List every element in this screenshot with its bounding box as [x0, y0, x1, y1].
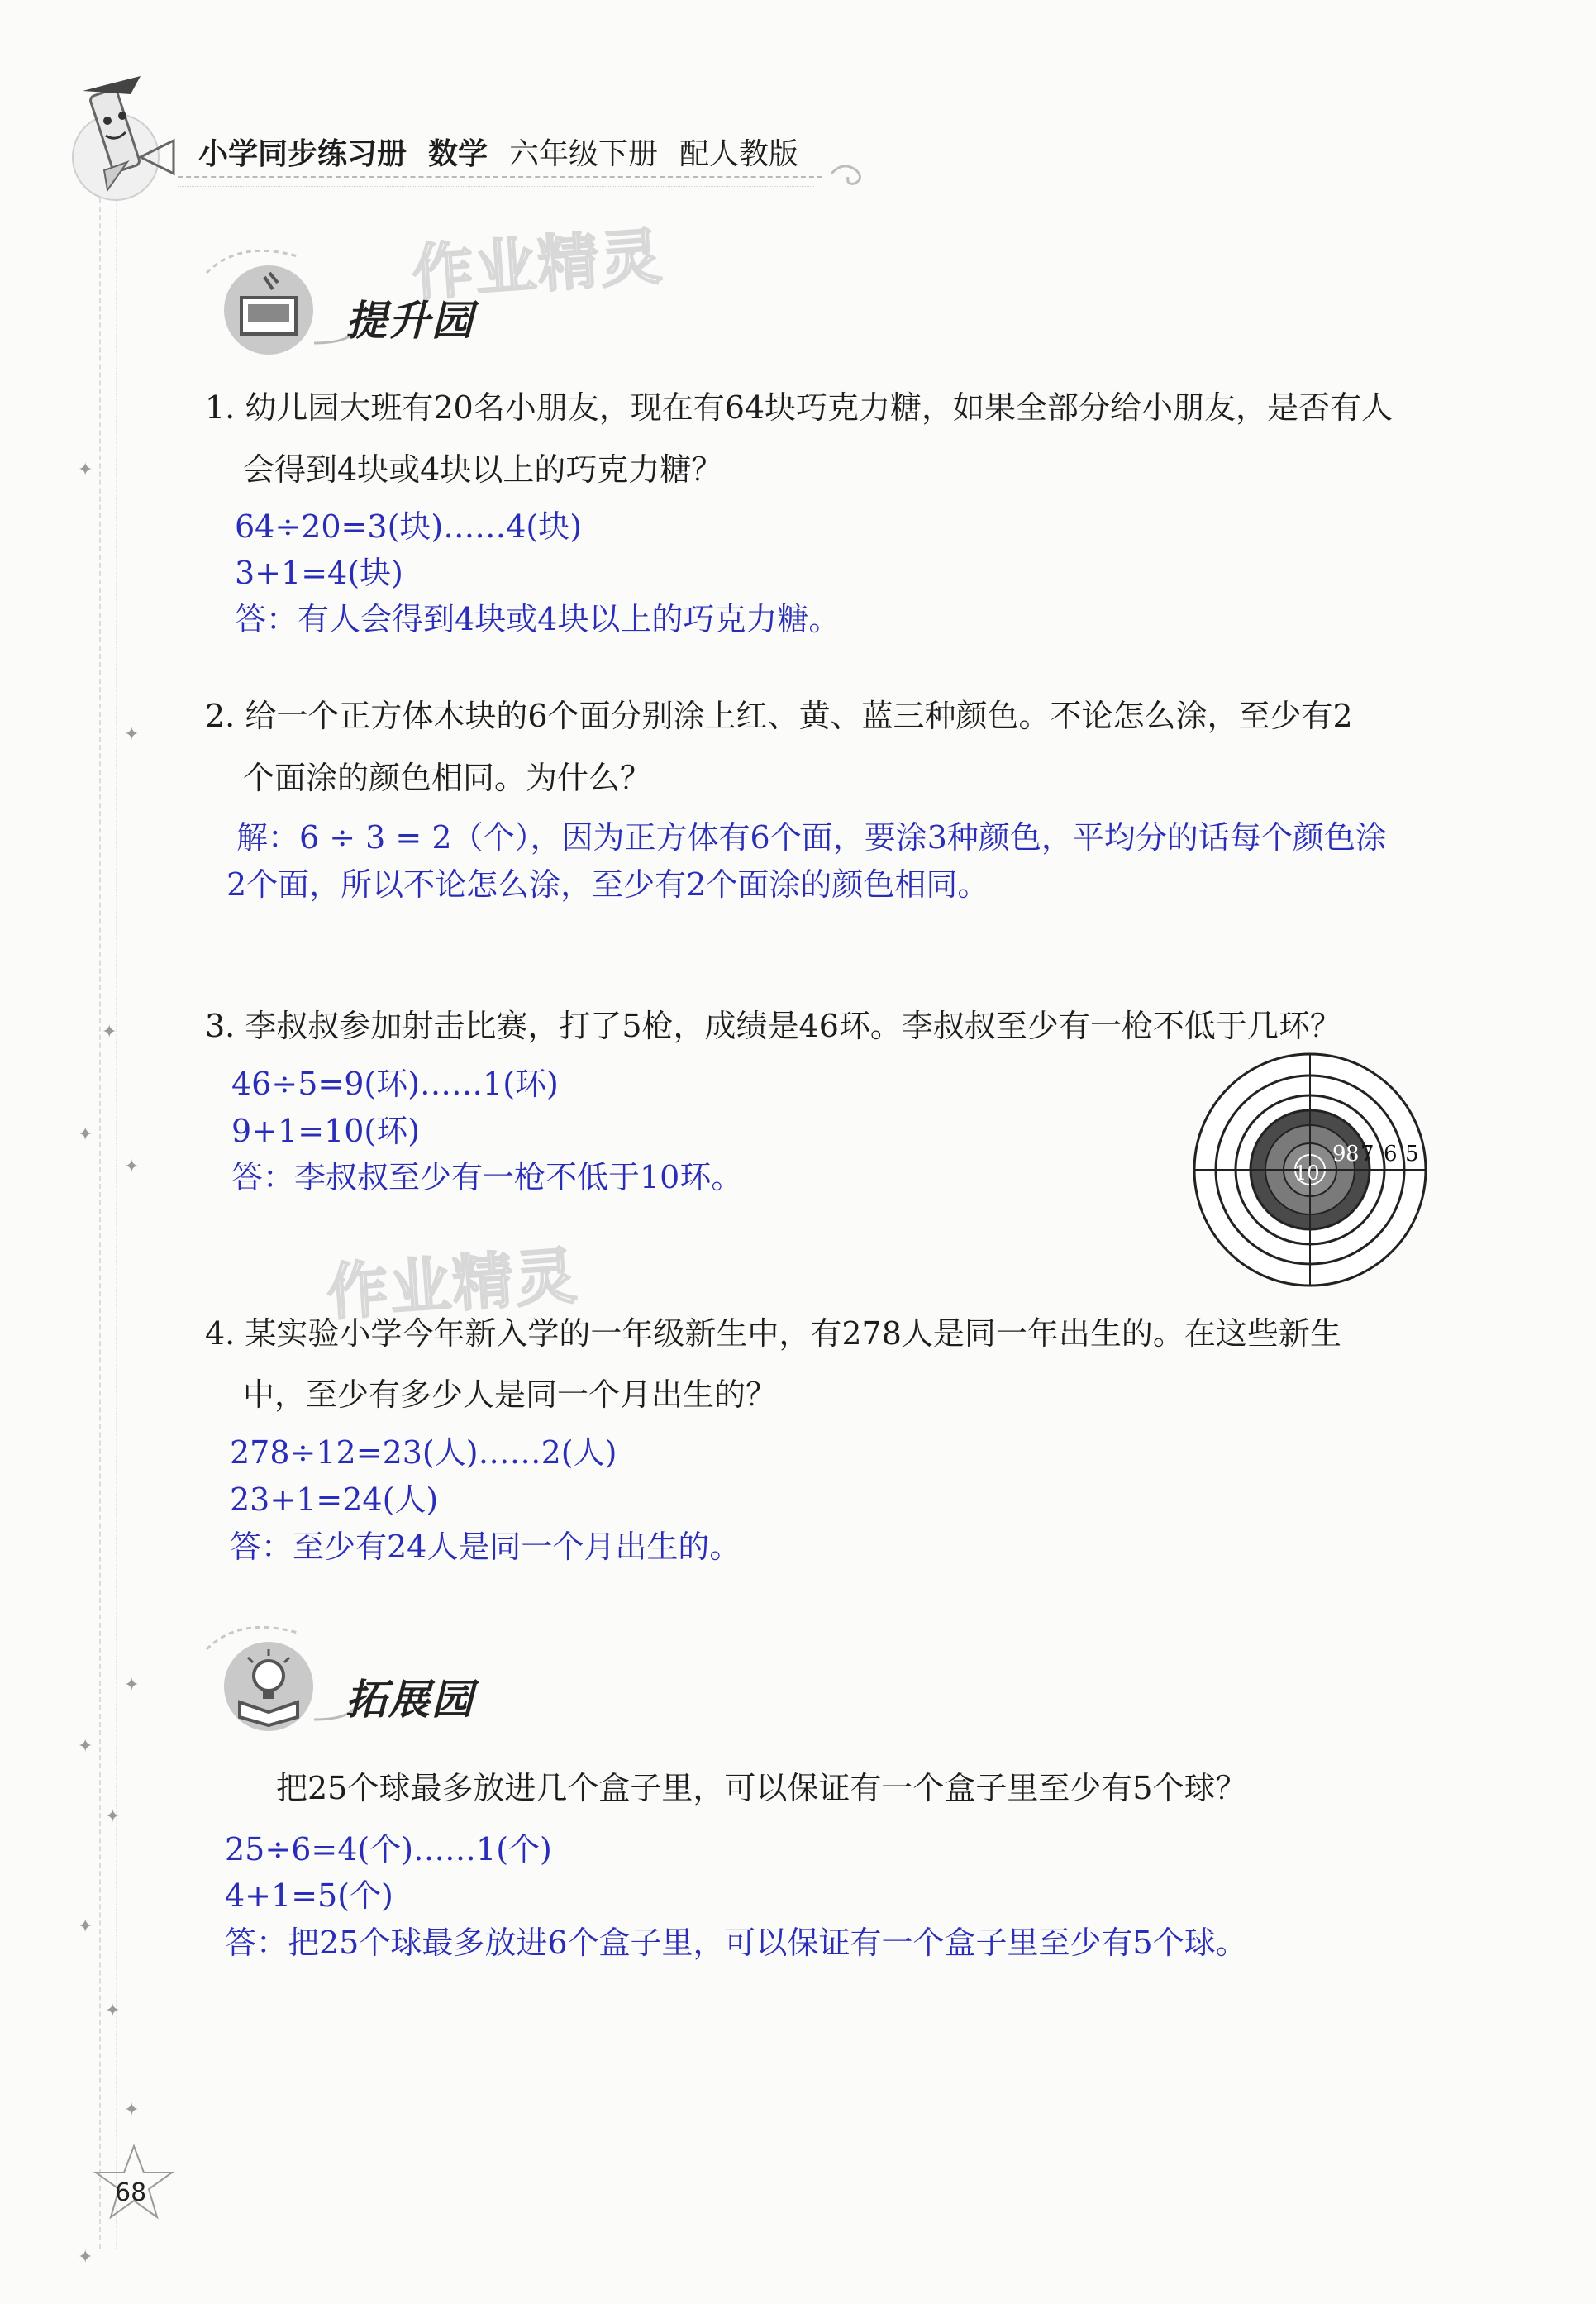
- ext-answer-1: 25÷6=4(个)……1(个): [225, 1831, 552, 1868]
- ext-question-line: 把25个球最多放进几个盒子里，可以保证有一个盒子里至少有5个球？: [276, 1770, 1247, 1806]
- star-icon: ✦: [124, 724, 140, 745]
- watermark: 作业精灵: [409, 221, 666, 310]
- target-label-5: 5: [1405, 1142, 1419, 1166]
- q1-answer-2: 3+1=4(块): [235, 555, 403, 591]
- edition-label: 配人教版: [679, 137, 799, 171]
- q1-answer-1: 64÷20=3(块)……4(块): [235, 508, 583, 545]
- q1-answer-3: 答：有人会得到4块或4块以上的巧克力糖。: [235, 601, 841, 637]
- shooting-target-diagram: [1190, 1050, 1430, 1290]
- star-icon: ✦: [78, 1124, 93, 1145]
- target-label-10: 10: [1294, 1162, 1320, 1185]
- ext-answer-2: 4+1=5(个): [225, 1877, 393, 1914]
- ext-answer-3: 答：把25个球最多放进6个盒子里，可以保证有一个盒子里至少有5个球。: [225, 1925, 1247, 1961]
- q1-line-2: 会得到4块或4块以上的巧克力糖？: [243, 451, 723, 488]
- section-title-tisheng: 提升园: [345, 296, 474, 345]
- star-icon: ✦: [102, 1022, 117, 1042]
- star-icon: ✦: [105, 2001, 121, 2021]
- target-label-8: 8: [1346, 1142, 1360, 1166]
- q4-line-1: 4. 某实验小学今年新入学的一年级新生中，有278人是同一年出生的。在这些新生: [205, 1315, 1341, 1352]
- q4-line-2: 中，至少有多少人是同一个月出生的？: [243, 1376, 778, 1413]
- q2-answer-2: 2个面，所以不论怎么涂，至少有2个面涂的颜色相同。: [226, 866, 989, 903]
- watermark: 作业精灵: [324, 1240, 581, 1329]
- grade-label: 六年级下册: [509, 137, 659, 171]
- star-icon: ✦: [124, 1675, 140, 1696]
- pencil-mascot-icon: [50, 66, 190, 207]
- tuozhan-badge-icon: [190, 1616, 355, 1740]
- page-number: 68: [115, 2178, 147, 2207]
- margin-dashed-line: [99, 124, 101, 2249]
- q4-answer-3: 答：至少有24人是同一个月出生的。: [230, 1529, 741, 1565]
- target-label-7: 7: [1360, 1142, 1374, 1166]
- q2-answer-1: 解：6 ÷ 3 = 2（个），因为正方体有6个面，要涂3种颜色，平均分的话每个颜色涂: [236, 819, 1387, 856]
- section-title-tuozhan: 拓展园: [345, 1675, 474, 1724]
- star-icon: ✦: [78, 460, 93, 480]
- star-icon: ✦: [124, 2100, 140, 2120]
- target-label-9: 9: [1332, 1142, 1346, 1166]
- q3-line-1: 3. 李叔叔参加射击比赛，打了5枪，成绩是46环。李叔叔至少有一枪不低于几环？: [205, 1008, 1341, 1044]
- q3-answer-2: 9+1=10(环): [231, 1113, 421, 1149]
- star-icon: ✦: [78, 2247, 93, 2268]
- star-icon: ✦: [105, 1806, 121, 1827]
- tisheng-badge-icon: [190, 240, 355, 364]
- star-icon: ✦: [78, 1736, 93, 1757]
- subject-label: 数学: [428, 137, 488, 171]
- q3-answer-1: 46÷5=9(环)……1(环): [231, 1066, 559, 1102]
- book-title: 小学同步练习册: [198, 137, 407, 171]
- target-label-6: 6: [1384, 1142, 1398, 1166]
- q2-line-2: 个面涂的颜色相同。为什么？: [243, 760, 652, 796]
- header-title: [198, 131, 820, 173]
- star-icon: ✦: [124, 1157, 140, 1177]
- q2-line-1: 2. 给一个正方体木块的6个面分别涂上红、黄、蓝三种颜色。不论怎么涂，至少有2: [205, 698, 1353, 734]
- q4-answer-1: 278÷12=23(人)……2(人): [230, 1434, 617, 1471]
- star-icon: ✦: [78, 1916, 93, 1937]
- margin-dotted-line: [116, 124, 117, 2249]
- q4-answer-2: 23+1=24(人): [230, 1481, 439, 1518]
- swirl-ornament-icon: [827, 157, 873, 190]
- q1-line-1: 1. 幼儿园大班有20名小朋友，现在有64块巧克力糖，如果全部分给小朋友，是否有人: [205, 389, 1394, 426]
- header-rule-dotted: [178, 186, 814, 187]
- q3-answer-3: 答：李叔叔至少有一枪不低于10环。: [231, 1159, 743, 1195]
- header-rule: [178, 176, 822, 178]
